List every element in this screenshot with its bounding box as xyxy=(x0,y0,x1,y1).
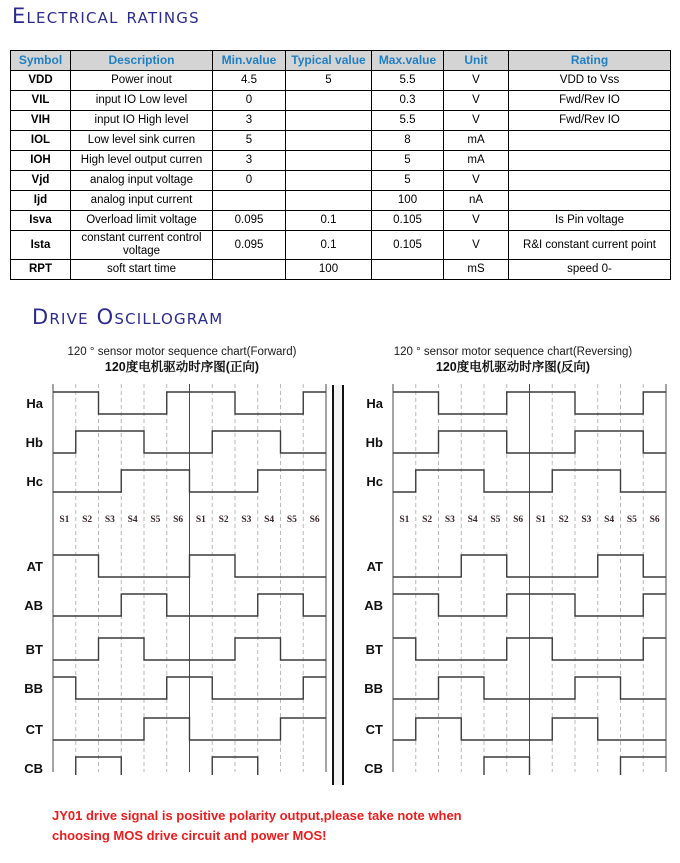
table-row xyxy=(11,211,671,231)
cell-description: soft start time xyxy=(71,260,213,280)
cell-typical xyxy=(286,151,372,171)
chart-caption-english: 120 ° sensor motor sequence chart(Forward) xyxy=(67,346,297,358)
cell-typical xyxy=(286,131,372,151)
waveform-svg-reversing xyxy=(348,380,678,775)
signal-label-bt: BT xyxy=(365,641,383,657)
step-label: S5 xyxy=(626,514,637,525)
cell-description: constant current control voltage xyxy=(71,231,213,260)
timing-diagram-canvas-forward xyxy=(8,380,338,775)
cell-rating: VDD to Vss xyxy=(509,71,671,91)
cell-unit: V xyxy=(444,211,509,231)
step-label: S4 xyxy=(467,514,478,525)
signal-label-hc: Hc xyxy=(26,473,43,489)
cell-description: analog input current xyxy=(71,191,213,211)
cell-typical xyxy=(286,171,372,191)
cell-min: 5 xyxy=(213,131,286,151)
cell-max: 5 xyxy=(372,171,444,191)
signal-label-bt: BT xyxy=(25,641,43,657)
step-label: S5 xyxy=(150,514,161,525)
table-row xyxy=(11,131,671,151)
cell-rating: Fwd/Rev IO xyxy=(509,91,671,111)
step-label: S3 xyxy=(444,514,455,525)
table-row xyxy=(11,260,671,280)
cell-unit: V xyxy=(444,231,509,260)
step-label: S1 xyxy=(535,514,546,525)
signal-label-at: AT xyxy=(366,558,383,574)
step-label: S3 xyxy=(581,514,592,525)
table-row xyxy=(11,151,671,171)
table-row xyxy=(11,111,671,131)
cell-unit: mA xyxy=(444,131,509,151)
cell-typical: 100 xyxy=(286,260,372,280)
page-title-drive-oscillogram: Drive Oscillogram xyxy=(32,305,224,329)
step-label: S1 xyxy=(59,514,70,525)
step-label: S1 xyxy=(195,514,206,525)
oscillogram-section xyxy=(0,345,680,790)
column-header-max-value: Max.value xyxy=(372,51,444,71)
cell-max: 0.105 xyxy=(372,231,444,260)
signal-label-ct: CT xyxy=(25,721,43,737)
cell-max: 0.105 xyxy=(372,211,444,231)
signal-label-hc: Hc xyxy=(366,473,383,489)
cell-min: 0 xyxy=(213,91,286,111)
signal-label-cb: CB xyxy=(364,760,383,775)
electrical-ratings-table xyxy=(10,50,671,280)
signal-label-cb: CB xyxy=(24,760,43,775)
step-label: S6 xyxy=(309,514,320,525)
cell-min xyxy=(213,260,286,280)
cell-rating xyxy=(509,131,671,151)
cell-max xyxy=(372,260,444,280)
cell-rating: Fwd/Rev IO xyxy=(509,111,671,131)
cell-min: 4.5 xyxy=(213,71,286,91)
cell-max: 5 xyxy=(372,151,444,171)
cell-symbol: VIH xyxy=(11,111,71,131)
table-row xyxy=(11,171,671,191)
page-title-electrical-ratings: Electrical ratings xyxy=(12,4,200,28)
signal-label-ct: CT xyxy=(365,721,383,737)
waveform-svg-forward xyxy=(8,380,338,775)
cell-description: High level output curren xyxy=(71,151,213,171)
step-label: S3 xyxy=(104,514,115,525)
step-label: S2 xyxy=(82,514,93,525)
cell-description: Overload limit voltage xyxy=(71,211,213,231)
cell-min: 0 xyxy=(213,171,286,191)
cell-symbol: Ijd xyxy=(11,191,71,211)
cell-unit: V xyxy=(444,111,509,131)
cell-symbol: Vjd xyxy=(11,171,71,191)
waveform-at xyxy=(53,555,326,577)
cell-typical: 0.1 xyxy=(286,231,372,260)
column-header-min-value: Min.value xyxy=(213,51,286,71)
waveform-ct xyxy=(53,718,326,740)
step-label: S2 xyxy=(558,514,569,525)
cell-description: input IO High level xyxy=(71,111,213,131)
cell-min: 0.095 xyxy=(213,211,286,231)
cell-typical xyxy=(286,191,372,211)
column-header-symbol: Symbol xyxy=(11,51,71,71)
table-row xyxy=(11,191,671,211)
step-label: S3 xyxy=(241,514,252,525)
step-label: S6 xyxy=(513,514,524,525)
table-row xyxy=(11,71,671,91)
step-label: S4 xyxy=(264,514,275,525)
cell-typical: 5 xyxy=(286,71,372,91)
signal-label-hb: Hb xyxy=(365,434,383,450)
cell-rating: speed 0- xyxy=(509,260,671,280)
cell-max: 0.3 xyxy=(372,91,444,111)
cell-unit: V xyxy=(444,91,509,111)
cell-description: analog input voltage xyxy=(71,171,213,191)
chart-caption-chinese: 120度电机驱动时序图(正向) xyxy=(104,360,260,375)
column-header-rating: Rating xyxy=(509,51,671,71)
waveform-cb xyxy=(393,757,666,775)
waveform-hc xyxy=(53,470,326,492)
column-header-unit: Unit xyxy=(444,51,509,71)
cell-max: 5.5 xyxy=(372,111,444,131)
warning-line-2: choosing MOS drive circuit and power MOS! xyxy=(52,828,327,844)
step-label: S2 xyxy=(218,514,229,525)
signal-label-hb: Hb xyxy=(25,434,43,450)
table-header-row xyxy=(11,51,671,71)
cell-unit: mA xyxy=(444,151,509,171)
cell-unit: nA xyxy=(444,191,509,211)
timing-chart-reversing xyxy=(348,345,678,775)
signal-label-bb: BB xyxy=(364,680,383,696)
cell-symbol: IOH xyxy=(11,151,71,171)
cell-description: input IO Low level xyxy=(71,91,213,111)
cell-typical xyxy=(286,111,372,131)
cell-typical: 0.1 xyxy=(286,211,372,231)
cell-symbol: Isva xyxy=(11,211,71,231)
column-header-typical-value: Typical value xyxy=(286,51,372,71)
cell-description: Low level sink curren xyxy=(71,131,213,151)
step-label: S6 xyxy=(173,514,184,525)
signal-label-at: AT xyxy=(26,558,43,574)
signal-label-ha: Ha xyxy=(366,395,383,411)
cell-symbol: VIL xyxy=(11,91,71,111)
warning-line-1: JY01 drive signal is positive polarity output,please take note when xyxy=(52,808,462,823)
cell-unit: mS xyxy=(444,260,509,280)
step-label: S5 xyxy=(490,514,501,525)
cell-typical xyxy=(286,91,372,111)
cell-min: 3 xyxy=(213,111,286,131)
table-row xyxy=(11,91,671,111)
chart-caption-english: 120 ° sensor motor sequence chart(Reversing) xyxy=(393,346,633,358)
step-label: S2 xyxy=(422,514,433,525)
step-label: S4 xyxy=(604,514,615,525)
cell-rating: R&I constant current point xyxy=(509,231,671,260)
signal-label-ha: Ha xyxy=(26,395,43,411)
cell-unit: V xyxy=(444,71,509,91)
cell-min: 3 xyxy=(213,151,286,171)
warning-note xyxy=(52,806,652,846)
cell-rating: Is Pin voltage xyxy=(509,211,671,231)
step-label: S4 xyxy=(127,514,138,525)
table-row xyxy=(11,231,671,260)
chart-caption-chinese: 120度电机驱动时序图(反向) xyxy=(435,360,591,375)
cell-rating xyxy=(509,151,671,171)
cell-max: 100 xyxy=(372,191,444,211)
cell-symbol: VDD xyxy=(11,71,71,91)
step-label: S5 xyxy=(286,514,297,525)
signal-label-ab: AB xyxy=(24,597,43,613)
timing-diagram-canvas-reversing xyxy=(348,380,678,775)
step-label: S1 xyxy=(399,514,410,525)
signal-label-ab: AB xyxy=(364,597,383,613)
cell-symbol: RPT xyxy=(11,260,71,280)
column-header-description: Description xyxy=(71,51,213,71)
cell-symbol: IOL xyxy=(11,131,71,151)
timing-chart-forward xyxy=(8,345,338,775)
cell-symbol: Ista xyxy=(11,231,71,260)
cell-max: 8 xyxy=(372,131,444,151)
cell-description: Power inout xyxy=(71,71,213,91)
signal-label-bb: BB xyxy=(24,680,43,696)
cell-max: 5.5 xyxy=(372,71,444,91)
cell-rating xyxy=(509,171,671,191)
cell-unit: V xyxy=(444,171,509,191)
cell-rating xyxy=(509,191,671,211)
cell-min: 0.095 xyxy=(213,231,286,260)
step-label: S6 xyxy=(649,514,660,525)
cell-min xyxy=(213,191,286,211)
